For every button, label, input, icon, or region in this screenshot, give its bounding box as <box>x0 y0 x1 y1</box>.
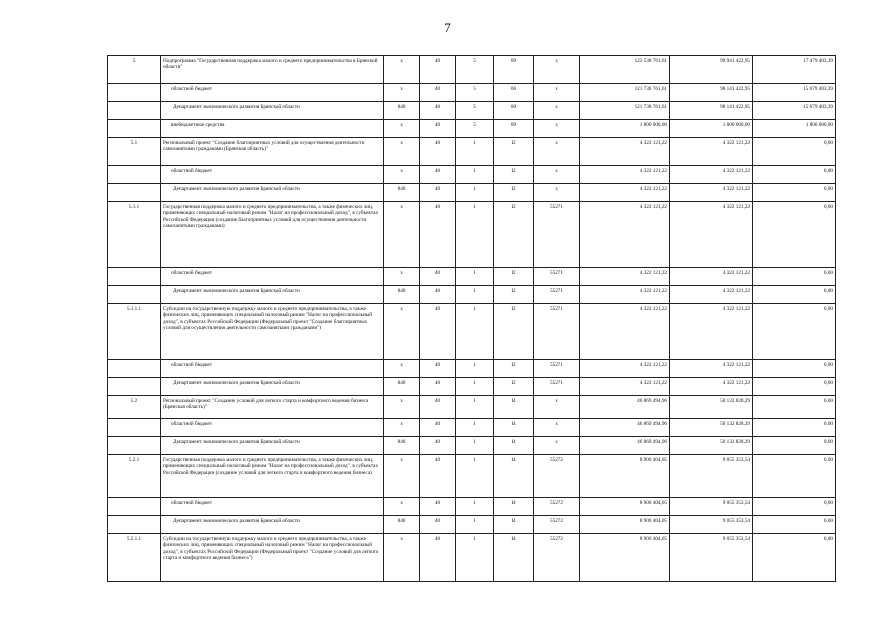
subprogram-code: 1 <box>456 455 494 498</box>
amount-year2: 50 132 828,29 <box>670 396 753 419</box>
amount-year1: 8 900 404,05 <box>580 455 670 498</box>
direction-code: 55272 <box>534 498 580 516</box>
amount-year1: 8 900 404,05 <box>580 498 670 516</box>
program-code: 40 <box>420 120 456 138</box>
admin-code: 840 <box>384 286 420 304</box>
direction-code: 55272 <box>534 534 580 582</box>
subprogram-code: 1 <box>456 516 494 534</box>
table-row <box>108 166 836 184</box>
table-row <box>108 184 836 202</box>
admin-code: х <box>384 419 420 437</box>
row-code <box>108 360 161 378</box>
project-code: I4 <box>494 516 534 534</box>
program-code: 40 <box>420 304 456 360</box>
table-row <box>108 102 836 120</box>
direction-code: 55271 <box>534 378 580 396</box>
table-row <box>108 498 836 516</box>
program-code: 40 <box>420 202 456 268</box>
program-code: 40 <box>420 56 456 84</box>
amount-year2: 4 322 121,22 <box>670 166 753 184</box>
table-row <box>108 360 836 378</box>
amount-year2: 98 141 422,95 <box>670 102 753 120</box>
subprogram-code: 5 <box>456 120 494 138</box>
row-name: Государственная поддержка малого и среднего предпринимательства, а также физических лиц, применяющих специальный налоговый режим "Налог на профессиональный доход", в субъектах Российской Федерации (создание условий для легкого старта и комфортного ведения бизнеса) <box>161 455 384 498</box>
amount-year3: 0,00 <box>753 268 836 286</box>
row-code <box>108 184 161 202</box>
amount-year2: 9 055 353,54 <box>670 516 753 534</box>
project-code: I2 <box>494 286 534 304</box>
row-code <box>108 419 161 437</box>
row-name: областной бюджет <box>161 166 384 184</box>
admin-code: 840 <box>384 184 420 202</box>
row-code: 5.1.1.1 <box>108 304 161 360</box>
subprogram-code: 1 <box>456 268 494 286</box>
project-code: I4 <box>494 419 534 437</box>
amount-year2: 9 055 353,54 <box>670 534 753 582</box>
amount-year2: 4 322 121,22 <box>670 184 753 202</box>
program-code: 40 <box>420 455 456 498</box>
row-name: Субсидии на государственную поддержку малого и среднего предпринимательства, а также физических лиц, применяющих специальный налоговый режим "Налог на профессиональный доход", в субъектах Российской Федерации (Федеральный проект "Создание условий для легкого старта и комфортного ведения бизнеса") <box>161 534 384 582</box>
direction-code: 55272 <box>534 455 580 498</box>
subprogram-code: 1 <box>456 286 494 304</box>
row-code: 5.2 <box>108 396 161 419</box>
table-row <box>108 437 836 455</box>
amount-year3: 0,00 <box>753 202 836 268</box>
direction-code: х <box>534 396 580 419</box>
program-code: 40 <box>420 378 456 396</box>
row-name: Департамент экономического развития Брянской области <box>161 102 384 120</box>
direction-code: 55272 <box>534 516 580 534</box>
program-code: 40 <box>420 166 456 184</box>
subprogram-code: 1 <box>456 166 494 184</box>
admin-code: х <box>384 455 420 498</box>
subprogram-code: 1 <box>456 419 494 437</box>
admin-code: х <box>384 202 420 268</box>
project-code: I4 <box>494 498 534 516</box>
program-code: 40 <box>420 419 456 437</box>
row-name: областной бюджет <box>161 268 384 286</box>
row-name: Департамент экономического развития Брянской области <box>161 184 384 202</box>
table-row <box>108 304 836 360</box>
project-code: I2 <box>494 378 534 396</box>
amount-year3: 15 679 403,39 <box>753 84 836 102</box>
admin-code: х <box>384 498 420 516</box>
amount-year3: 0,00 <box>753 378 836 396</box>
amount-year1: 1 800 000,00 <box>580 120 670 138</box>
row-name: Субсидии на государственную поддержку малого и среднего предпринимательства, а также физических лиц, применяющих специальный налоговый режим "Налог на профессиональный доход", в субъектах Российской Федерации (Федеральный проект "Создание благоприятных условий для осуществления деятельности самозанятыми гражданами") <box>161 304 384 360</box>
subprogram-code: 1 <box>456 184 494 202</box>
admin-code: х <box>384 304 420 360</box>
amount-year3: 0,00 <box>753 138 836 166</box>
project-code: 00 <box>494 56 534 84</box>
project-code: I2 <box>494 268 534 286</box>
admin-code: 840 <box>384 102 420 120</box>
amount-year3: 0,00 <box>753 516 836 534</box>
row-code <box>108 166 161 184</box>
amount-year1: 46 869 494,96 <box>580 396 670 419</box>
row-code: 5.1 <box>108 138 161 166</box>
direction-code: 55271 <box>534 268 580 286</box>
table-row <box>108 202 836 268</box>
admin-code: х <box>384 84 420 102</box>
row-code: 5.2.1 <box>108 455 161 498</box>
table-row <box>108 516 836 534</box>
row-name: Департамент экономического развития Брянской области <box>161 516 384 534</box>
admin-code: х <box>384 268 420 286</box>
amount-year2: 9 055 353,54 <box>670 455 753 498</box>
row-name: областной бюджет <box>161 498 384 516</box>
direction-code: х <box>534 166 580 184</box>
subprogram-code: 5 <box>456 102 494 120</box>
row-code: 5.2.1.1 <box>108 534 161 582</box>
admin-code: 840 <box>384 378 420 396</box>
row-name: Департамент экономического развития Брянской области <box>161 437 384 455</box>
program-code: 40 <box>420 184 456 202</box>
amount-year3: 0,00 <box>753 437 836 455</box>
amount-year2: 4 322 121,22 <box>670 304 753 360</box>
subprogram-code: 1 <box>456 202 494 268</box>
table-row <box>108 120 836 138</box>
project-code: 00 <box>494 120 534 138</box>
table-row <box>108 286 836 304</box>
program-code: 40 <box>420 102 456 120</box>
subprogram-code: 1 <box>456 534 494 582</box>
table-body <box>108 56 836 582</box>
row-code <box>108 120 161 138</box>
table-row <box>108 268 836 286</box>
admin-code: х <box>384 138 420 166</box>
direction-code: 55271 <box>534 286 580 304</box>
amount-year3: 0,00 <box>753 286 836 304</box>
row-name: Региональный проект "Создание благоприятных условий для осуществления деятельности самозанятыми гражданами (Брянская область)" <box>161 138 384 166</box>
row-name: внебюджетные средства <box>161 120 384 138</box>
row-code <box>108 378 161 396</box>
amount-year2: 4 322 121,22 <box>670 202 753 268</box>
program-code: 40 <box>420 498 456 516</box>
row-code <box>108 437 161 455</box>
project-code: I2 <box>494 304 534 360</box>
row-name: областной бюджет <box>161 419 384 437</box>
table-row <box>108 419 836 437</box>
subprogram-code: 5 <box>456 56 494 84</box>
table-row <box>108 56 836 84</box>
amount-year3: 0,00 <box>753 166 836 184</box>
amount-year1: 8 900 404,05 <box>580 516 670 534</box>
amount-year2: 50 132 828,29 <box>670 437 753 455</box>
amount-year1: 121 738 761,61 <box>580 84 670 102</box>
amount-year1: 4 322 121,22 <box>580 202 670 268</box>
amount-year2: 50 132 828,29 <box>670 419 753 437</box>
subprogram-code: 1 <box>456 360 494 378</box>
project-code: 00 <box>494 84 534 102</box>
amount-year1: 46 869 494,96 <box>580 437 670 455</box>
amount-year1: 8 900 404,05 <box>580 534 670 582</box>
row-code: 5 <box>108 56 161 84</box>
direction-code: х <box>534 138 580 166</box>
amount-year3: 0,00 <box>753 184 836 202</box>
amount-year1: 4 322 121,22 <box>580 360 670 378</box>
amount-year2: 1 800 000,00 <box>670 120 753 138</box>
amount-year3: 0,00 <box>753 455 836 498</box>
amount-year3: 0,00 <box>753 419 836 437</box>
subprogram-code: 1 <box>456 304 494 360</box>
direction-code: х <box>534 102 580 120</box>
table-row <box>108 84 836 102</box>
direction-code: х <box>534 419 580 437</box>
direction-code: 55271 <box>534 202 580 268</box>
amount-year3: 0,00 <box>753 498 836 516</box>
admin-code: х <box>384 166 420 184</box>
row-name: Государственная поддержка малого и среднего предпринимательства, а также физических лиц, применяющих специальный налоговый режим "Налог на профессиональный доход", в субъектах Российской Федерации (создание благоприятных условий для осуществления деятельности самозанятыми гражданами) <box>161 202 384 268</box>
amount-year1: 4 322 121,22 <box>580 184 670 202</box>
admin-code: х <box>384 360 420 378</box>
project-code: I2 <box>494 360 534 378</box>
page-number: 7 <box>444 20 451 35</box>
table-row <box>108 396 836 419</box>
row-code <box>108 498 161 516</box>
admin-code: х <box>384 396 420 419</box>
amount-year2: 9 055 353,54 <box>670 498 753 516</box>
row-name: областной бюджет <box>161 360 384 378</box>
amount-year1: 4 322 121,22 <box>580 286 670 304</box>
subprogram-code: 1 <box>456 498 494 516</box>
amount-year3: 17 479 403,39 <box>753 56 836 84</box>
admin-code: х <box>384 56 420 84</box>
amount-year3: 15 679 403,39 <box>753 102 836 120</box>
row-name: Департамент экономического развития Брянской области <box>161 378 384 396</box>
amount-year2: 98 141 422,95 <box>670 84 753 102</box>
row-name: Департамент экономического развития Брянской области <box>161 286 384 304</box>
amount-year1: 4 322 121,22 <box>580 378 670 396</box>
amount-year1: 4 322 121,22 <box>580 166 670 184</box>
admin-code: х <box>384 534 420 582</box>
project-code: I2 <box>494 184 534 202</box>
program-code: 40 <box>420 84 456 102</box>
admin-code: х <box>384 120 420 138</box>
table-row <box>108 138 836 166</box>
row-name: Подпрограмма "Государственная поддержка малого и среднего предпринимательства в Брянской области" <box>161 56 384 84</box>
row-code <box>108 268 161 286</box>
amount-year1: 121 738 761,61 <box>580 102 670 120</box>
subprogram-code: 1 <box>456 396 494 419</box>
amount-year2: 4 322 121,22 <box>670 268 753 286</box>
amount-year3: 1 800 000,00 <box>753 120 836 138</box>
amount-year1: 123 538 761,61 <box>580 56 670 84</box>
project-code: I2 <box>494 202 534 268</box>
amount-year2: 4 322 121,22 <box>670 286 753 304</box>
table-row <box>108 455 836 498</box>
amount-year3: 0,00 <box>753 360 836 378</box>
admin-code: 840 <box>384 437 420 455</box>
amount-year2: 4 322 121,22 <box>670 138 753 166</box>
row-code <box>108 516 161 534</box>
table-row <box>108 534 836 582</box>
subprogram-code: 1 <box>456 378 494 396</box>
program-code: 40 <box>420 437 456 455</box>
direction-code: х <box>534 184 580 202</box>
program-code: 40 <box>420 534 456 582</box>
program-code: 40 <box>420 396 456 419</box>
table-row <box>108 378 836 396</box>
amount-year2: 4 322 121,22 <box>670 360 753 378</box>
subprogram-code: 1 <box>456 138 494 166</box>
subprogram-code: 5 <box>456 84 494 102</box>
direction-code: х <box>534 56 580 84</box>
program-code: 40 <box>420 286 456 304</box>
project-code: I2 <box>494 138 534 166</box>
project-code: I4 <box>494 437 534 455</box>
row-code <box>108 84 161 102</box>
project-code: 00 <box>494 102 534 120</box>
direction-code: х <box>534 84 580 102</box>
direction-code: х <box>534 437 580 455</box>
amount-year1: 4 322 121,22 <box>580 138 670 166</box>
amount-year1: 4 322 121,22 <box>580 304 670 360</box>
row-name: Региональный проект "Создание условий для легкого старта и комфортного ведения бизнеса (Брянская область)" <box>161 396 384 419</box>
program-code: 40 <box>420 516 456 534</box>
amount-year1: 46 869 494,96 <box>580 419 670 437</box>
program-code: 40 <box>420 360 456 378</box>
direction-code: 55271 <box>534 360 580 378</box>
project-code: I4 <box>494 455 534 498</box>
direction-code: 55271 <box>534 304 580 360</box>
project-code: I4 <box>494 534 534 582</box>
row-name: областной бюджет <box>161 84 384 102</box>
row-code: 5.1.1 <box>108 202 161 268</box>
amount-year1: 4 322 121,22 <box>580 268 670 286</box>
row-code <box>108 286 161 304</box>
budget-table <box>107 55 836 582</box>
amount-year2: 99 941 422,95 <box>670 56 753 84</box>
amount-year3: 0,00 <box>753 396 836 419</box>
project-code: I2 <box>494 166 534 184</box>
program-code: 40 <box>420 268 456 286</box>
program-code: 40 <box>420 138 456 166</box>
amount-year2: 4 322 121,22 <box>670 378 753 396</box>
subprogram-code: 1 <box>456 437 494 455</box>
amount-year3: 0,00 <box>753 534 836 582</box>
amount-year3: 0,00 <box>753 304 836 360</box>
row-code <box>108 102 161 120</box>
direction-code: х <box>534 120 580 138</box>
admin-code: 840 <box>384 516 420 534</box>
project-code: I4 <box>494 396 534 419</box>
